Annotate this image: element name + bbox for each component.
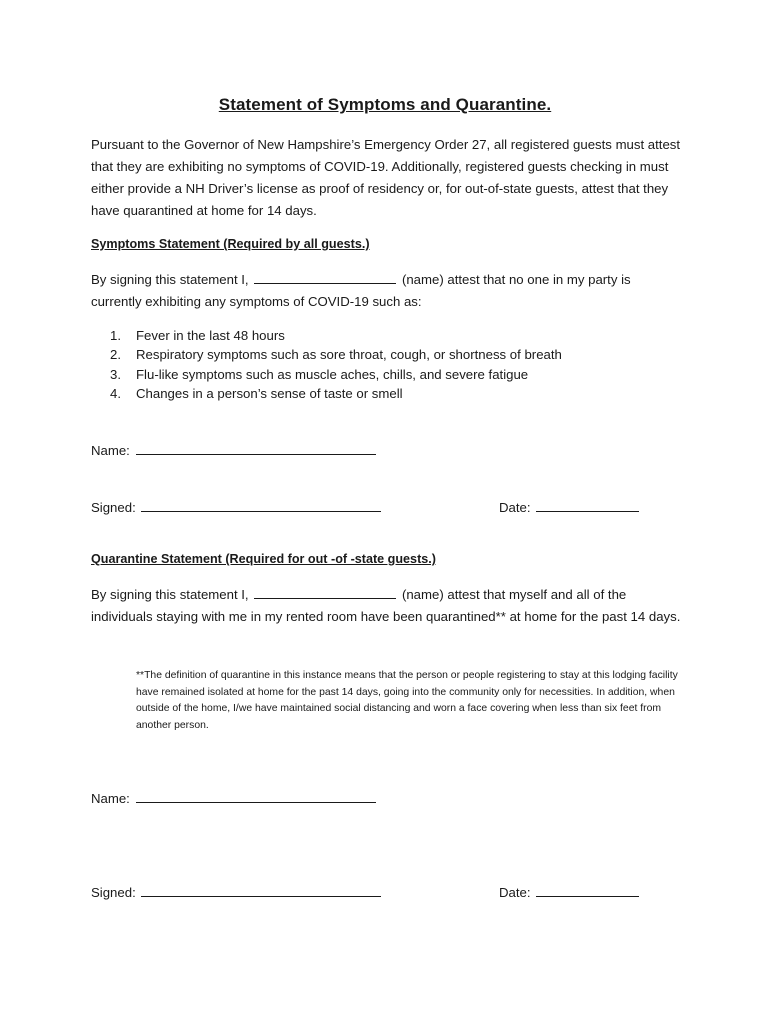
quarantine-statement-start: By signing this statement I,	[91, 587, 249, 602]
quarantine-name-blank[interactable]	[254, 585, 396, 599]
date-blank[interactable]	[536, 883, 639, 897]
symptoms-heading: Symptoms Statement (Required by all guests.)	[91, 237, 370, 251]
date-blank[interactable]	[536, 498, 639, 512]
symptoms-list	[110, 326, 562, 403]
list-item: 4. Changes in a person’s sense of taste or smell	[110, 385, 403, 401]
symptoms-date-field	[499, 498, 641, 515]
quarantine-footnote: **The definition of quarantine in this instance means that the person or people registering to stay at this lodging facility have remained isolated at home for the past 14 days, going into the community only for necessities. In addition, when outside of the home, I/we have maintained social distancing and worn a face covering when less than six feet from another person.	[136, 670, 678, 731]
quarantine-date-field	[499, 883, 641, 900]
signature-blank[interactable]	[141, 883, 381, 897]
signed-label: Signed:	[91, 500, 136, 515]
symptoms-statement-end: (name) attest that no one in my party is currently exhibiting any symptoms of COVID-19 such as:	[91, 272, 631, 309]
name-blank[interactable]	[136, 441, 376, 455]
quarantine-signed-field	[91, 883, 383, 900]
quarantine-statement	[91, 584, 683, 628]
name-label: Name:	[91, 443, 130, 458]
quarantine-name-field	[91, 789, 378, 806]
quarantine-statement-end: (name) attest that myself and all of the individuals staying with me in my rented room have been quarantined** at home for the past 14 days.	[91, 587, 681, 624]
signature-blank[interactable]	[141, 498, 381, 512]
intro-paragraph: Pursuant to the Governor of New Hampshire’s Emergency Order 27, all registered guests must attest that they are exhibiting no symptoms of COVID-19. Additionally, registered guests checking in must either provide a NH Driver’s license as proof of residency or, for out-of-state guests, attest that they have quarantined at home for 14 days.	[91, 137, 681, 218]
date-label: Date:	[499, 500, 531, 515]
date-label: Date:	[499, 885, 531, 900]
symptoms-name-field	[91, 441, 378, 458]
symptoms-statement	[91, 269, 683, 313]
symptoms-name-blank[interactable]	[254, 270, 396, 284]
document-title: Statement of Symptoms and Quarantine.	[218, 95, 552, 114]
signed-label: Signed:	[91, 885, 136, 900]
symptoms-signed-field	[91, 498, 383, 515]
quarantine-heading: Quarantine Statement (Required for out -of -state guests.)	[91, 552, 436, 566]
list-item: 1. Fever in the last 48 hours	[110, 328, 285, 343]
list-item: 2. Respiratory symptoms such as sore throat, cough, or shortness of breath	[110, 347, 562, 363]
name-label: Name:	[91, 791, 130, 806]
name-blank[interactable]	[136, 789, 376, 803]
symptoms-statement-start: By signing this statement I,	[91, 272, 249, 287]
list-item: 3. Flu-like symptoms such as muscle aches, chills, and severe fatigue	[110, 366, 529, 382]
